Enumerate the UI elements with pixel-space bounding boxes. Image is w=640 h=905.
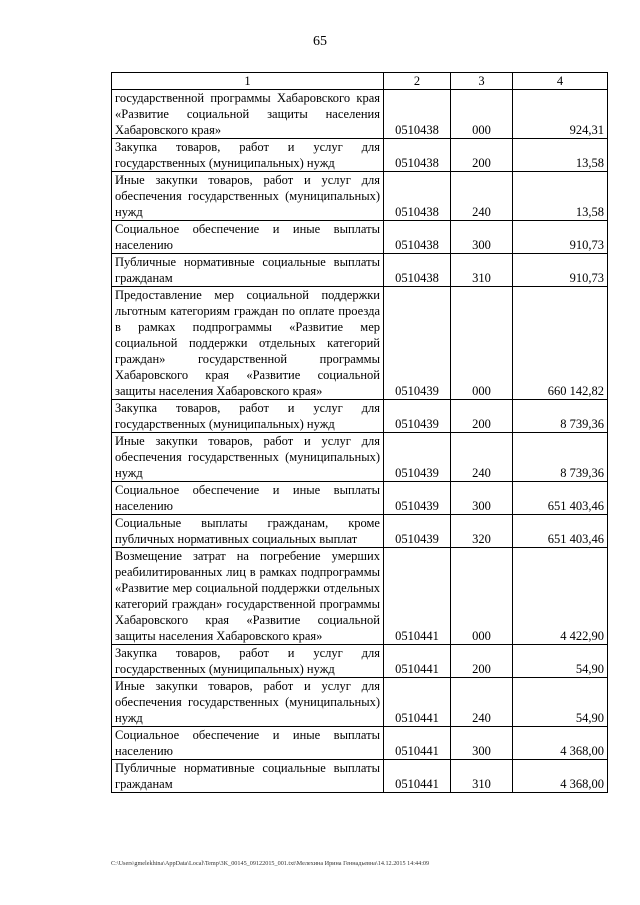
row-name-cell: Публичные нормативные социальные выплаты гражданам xyxy=(112,254,384,287)
row-amount-cell: 54,90 xyxy=(513,645,608,678)
row-target-article-cell: 0510438 xyxy=(384,254,451,287)
table-row xyxy=(112,760,608,793)
row-name-cell: Социальное обеспечение и иные выплаты населению xyxy=(112,221,384,254)
row-target-article-cell: 0510441 xyxy=(384,678,451,727)
row-expense-type-cell: 200 xyxy=(451,400,513,433)
row-name-cell: Иные закупки товаров, работ и услуг для обеспечения государственных (муниципальных) нужд xyxy=(112,678,384,727)
row-name-cell: Закупка товаров, работ и услуг для государственных (муниципальных) нужд xyxy=(112,139,384,172)
table-row xyxy=(112,515,608,548)
table-row xyxy=(112,727,608,760)
row-target-article-cell: 0510438 xyxy=(384,139,451,172)
row-amount-cell: 8 739,36 xyxy=(513,433,608,482)
row-expense-type-cell: 300 xyxy=(451,727,513,760)
row-amount-cell: 660 142,82 xyxy=(513,287,608,400)
row-expense-type-cell: 320 xyxy=(451,515,513,548)
row-amount-cell: 8 739,36 xyxy=(513,400,608,433)
row-expense-type-cell: 310 xyxy=(451,760,513,793)
table-row xyxy=(112,433,608,482)
row-name-cell: государственной программы Хабаровского края «Развитие социальной защиты населения Хабаровского края» xyxy=(112,90,384,139)
table-row xyxy=(112,287,608,400)
row-target-article-cell: 0510438 xyxy=(384,221,451,254)
row-expense-type-cell: 000 xyxy=(451,548,513,645)
row-amount-cell: 4 368,00 xyxy=(513,727,608,760)
row-target-article-cell: 0510438 xyxy=(384,90,451,139)
row-name-cell: Возмещение затрат на погребение умерших реабилитированных лиц в рамках подпрограммы «Развитие мер социальной поддержки отдельных категорий граждан» государственной программы Хабаровского края «Развитие социальной защиты населения Хабаровского края» xyxy=(112,548,384,645)
row-amount-cell: 4 368,00 xyxy=(513,760,608,793)
file-path-footer: C:\Users\gmelekhina\AppData\Local\Temp\3K_00145_09122015_001.txt\Мелехина Ирина Геннадьевна\14.12.2015 14:44:09 xyxy=(111,860,430,867)
table-row xyxy=(112,254,608,287)
row-name-cell: Закупка товаров, работ и услуг для государственных (муниципальных) нужд xyxy=(112,645,384,678)
table-row xyxy=(112,645,608,678)
row-target-article-cell: 0510441 xyxy=(384,645,451,678)
row-expense-type-cell: 200 xyxy=(451,139,513,172)
table-row xyxy=(112,172,608,221)
table-row xyxy=(112,482,608,515)
row-name-cell: Публичные нормативные социальные выплаты гражданам xyxy=(112,760,384,793)
row-amount-cell: 651 403,46 xyxy=(513,482,608,515)
row-expense-type-cell: 300 xyxy=(451,482,513,515)
row-target-article-cell: 0510439 xyxy=(384,482,451,515)
row-expense-type-cell: 240 xyxy=(451,172,513,221)
row-amount-cell: 924,31 xyxy=(513,90,608,139)
column-header-expense-type: 3 xyxy=(451,73,513,90)
row-expense-type-cell: 200 xyxy=(451,645,513,678)
row-amount-cell: 13,58 xyxy=(513,139,608,172)
row-expense-type-cell: 000 xyxy=(451,90,513,139)
row-target-article-cell: 0510439 xyxy=(384,400,451,433)
row-amount-cell: 13,58 xyxy=(513,172,608,221)
column-header-amount: 4 xyxy=(513,73,608,90)
row-target-article-cell: 0510441 xyxy=(384,760,451,793)
row-name-cell: Социальное обеспечение и иные выплаты населению xyxy=(112,727,384,760)
row-target-article-cell: 0510441 xyxy=(384,727,451,760)
row-amount-cell: 54,90 xyxy=(513,678,608,727)
row-name-cell: Иные закупки товаров, работ и услуг для обеспечения государственных (муниципальных) нужд xyxy=(112,433,384,482)
row-name-cell: Иные закупки товаров, работ и услуг для обеспечения государственных (муниципальных) нужд xyxy=(112,172,384,221)
row-name-cell: Социальное обеспечение и иные выплаты населению xyxy=(112,482,384,515)
row-target-article-cell: 0510439 xyxy=(384,433,451,482)
row-target-article-cell: 0510439 xyxy=(384,515,451,548)
row-expense-type-cell: 300 xyxy=(451,221,513,254)
table-row xyxy=(112,548,608,645)
table-header-row xyxy=(112,73,608,90)
column-header-target-article: 2 xyxy=(384,73,451,90)
row-name-cell: Предоставление мер социальной поддержки льготным категориям граждан по оплате проезда в рамках подпрограммы «Развитие мер социальной поддержки отдельных категорий граждан» государственной программы Хабаровского края «Развитие социальной защиты населения Хабаровского края» xyxy=(112,287,384,400)
page-number: 65 xyxy=(313,34,327,49)
budget-table xyxy=(111,72,608,793)
row-expense-type-cell: 000 xyxy=(451,287,513,400)
table-row xyxy=(112,90,608,139)
row-amount-cell: 651 403,46 xyxy=(513,515,608,548)
row-expense-type-cell: 240 xyxy=(451,433,513,482)
row-name-cell: Закупка товаров, работ и услуг для государственных (муниципальных) нужд xyxy=(112,400,384,433)
row-amount-cell: 910,73 xyxy=(513,254,608,287)
row-amount-cell: 4 422,90 xyxy=(513,548,608,645)
table-body xyxy=(112,90,608,793)
row-target-article-cell: 0510441 xyxy=(384,548,451,645)
row-target-article-cell: 0510438 xyxy=(384,172,451,221)
row-target-article-cell: 0510439 xyxy=(384,287,451,400)
table-row xyxy=(112,221,608,254)
row-amount-cell: 910,73 xyxy=(513,221,608,254)
table-row xyxy=(112,139,608,172)
column-header-name: 1 xyxy=(112,73,384,90)
row-name-cell: Социальные выплаты гражданам, кроме публичных нормативных социальных выплат xyxy=(112,515,384,548)
row-expense-type-cell: 240 xyxy=(451,678,513,727)
table-row xyxy=(112,678,608,727)
table-row xyxy=(112,400,608,433)
row-expense-type-cell: 310 xyxy=(451,254,513,287)
